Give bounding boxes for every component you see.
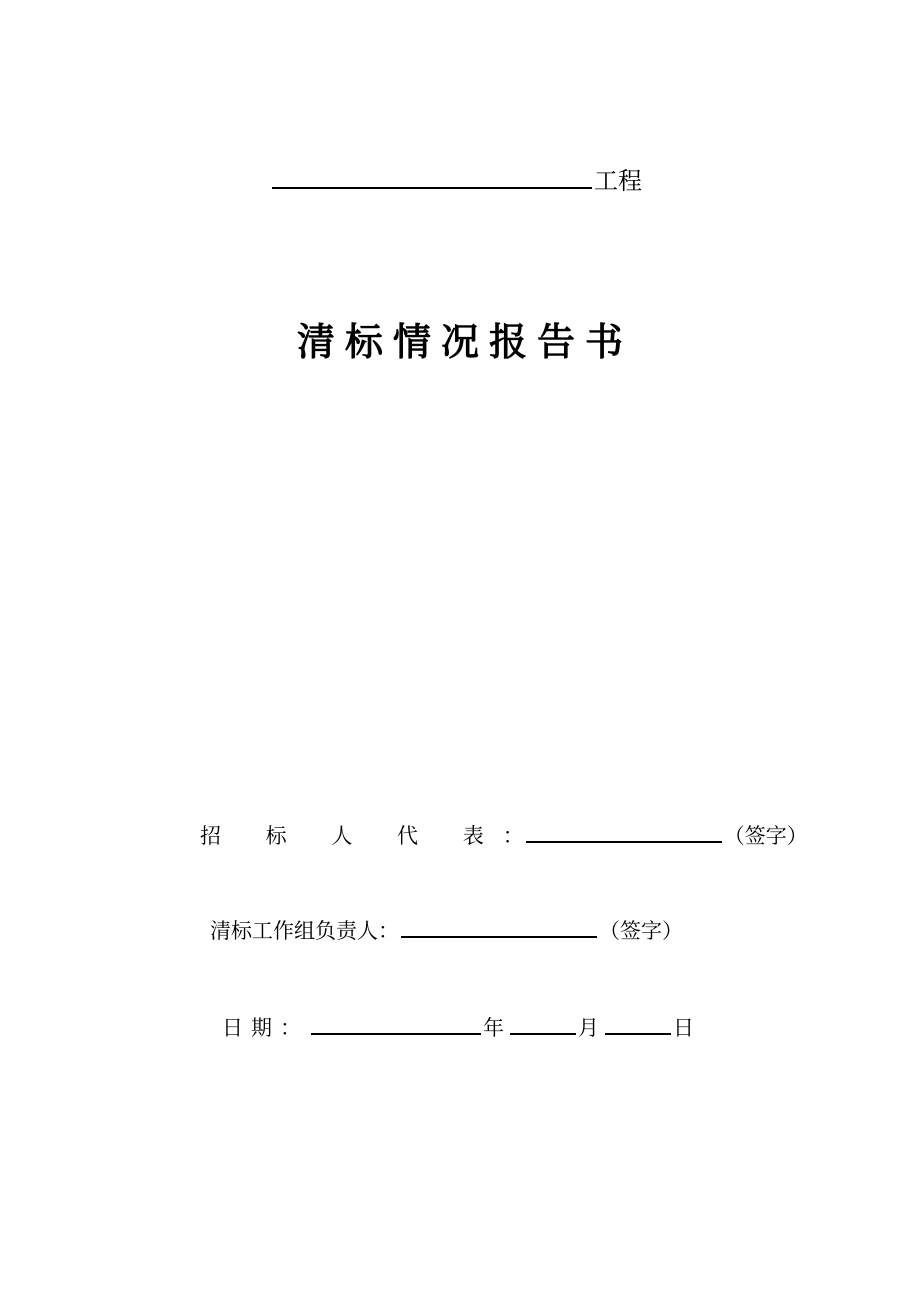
project-name-line bbox=[272, 166, 642, 196]
date-month-blank[interactable] bbox=[510, 1033, 576, 1035]
team-leader-label: 清标工作组负责人： bbox=[210, 919, 399, 943]
representative-signature-blank[interactable] bbox=[526, 841, 722, 843]
date-year-blank[interactable] bbox=[311, 1033, 481, 1035]
date-label: 日期： bbox=[222, 1016, 309, 1040]
project-suffix: 工程 bbox=[594, 167, 642, 195]
date-day-blank[interactable] bbox=[605, 1033, 671, 1035]
project-name-blank[interactable] bbox=[272, 187, 592, 189]
team-leader-sign-note: （签字） bbox=[599, 919, 683, 943]
team-leader-signature-blank[interactable] bbox=[401, 936, 597, 938]
date-month-unit: 月 bbox=[578, 1016, 599, 1040]
representative-signature-row bbox=[200, 822, 808, 850]
document-title: 清标情况报告书 bbox=[296, 319, 633, 364]
team-leader-signature-row bbox=[210, 917, 683, 945]
date-year-unit: 年 bbox=[483, 1016, 504, 1040]
representative-sign-note: （签字） bbox=[723, 824, 808, 848]
representative-label: 招 标 人 代 表： bbox=[200, 824, 524, 848]
date-day-unit: 日 bbox=[673, 1016, 694, 1040]
date-row bbox=[222, 1014, 694, 1042]
